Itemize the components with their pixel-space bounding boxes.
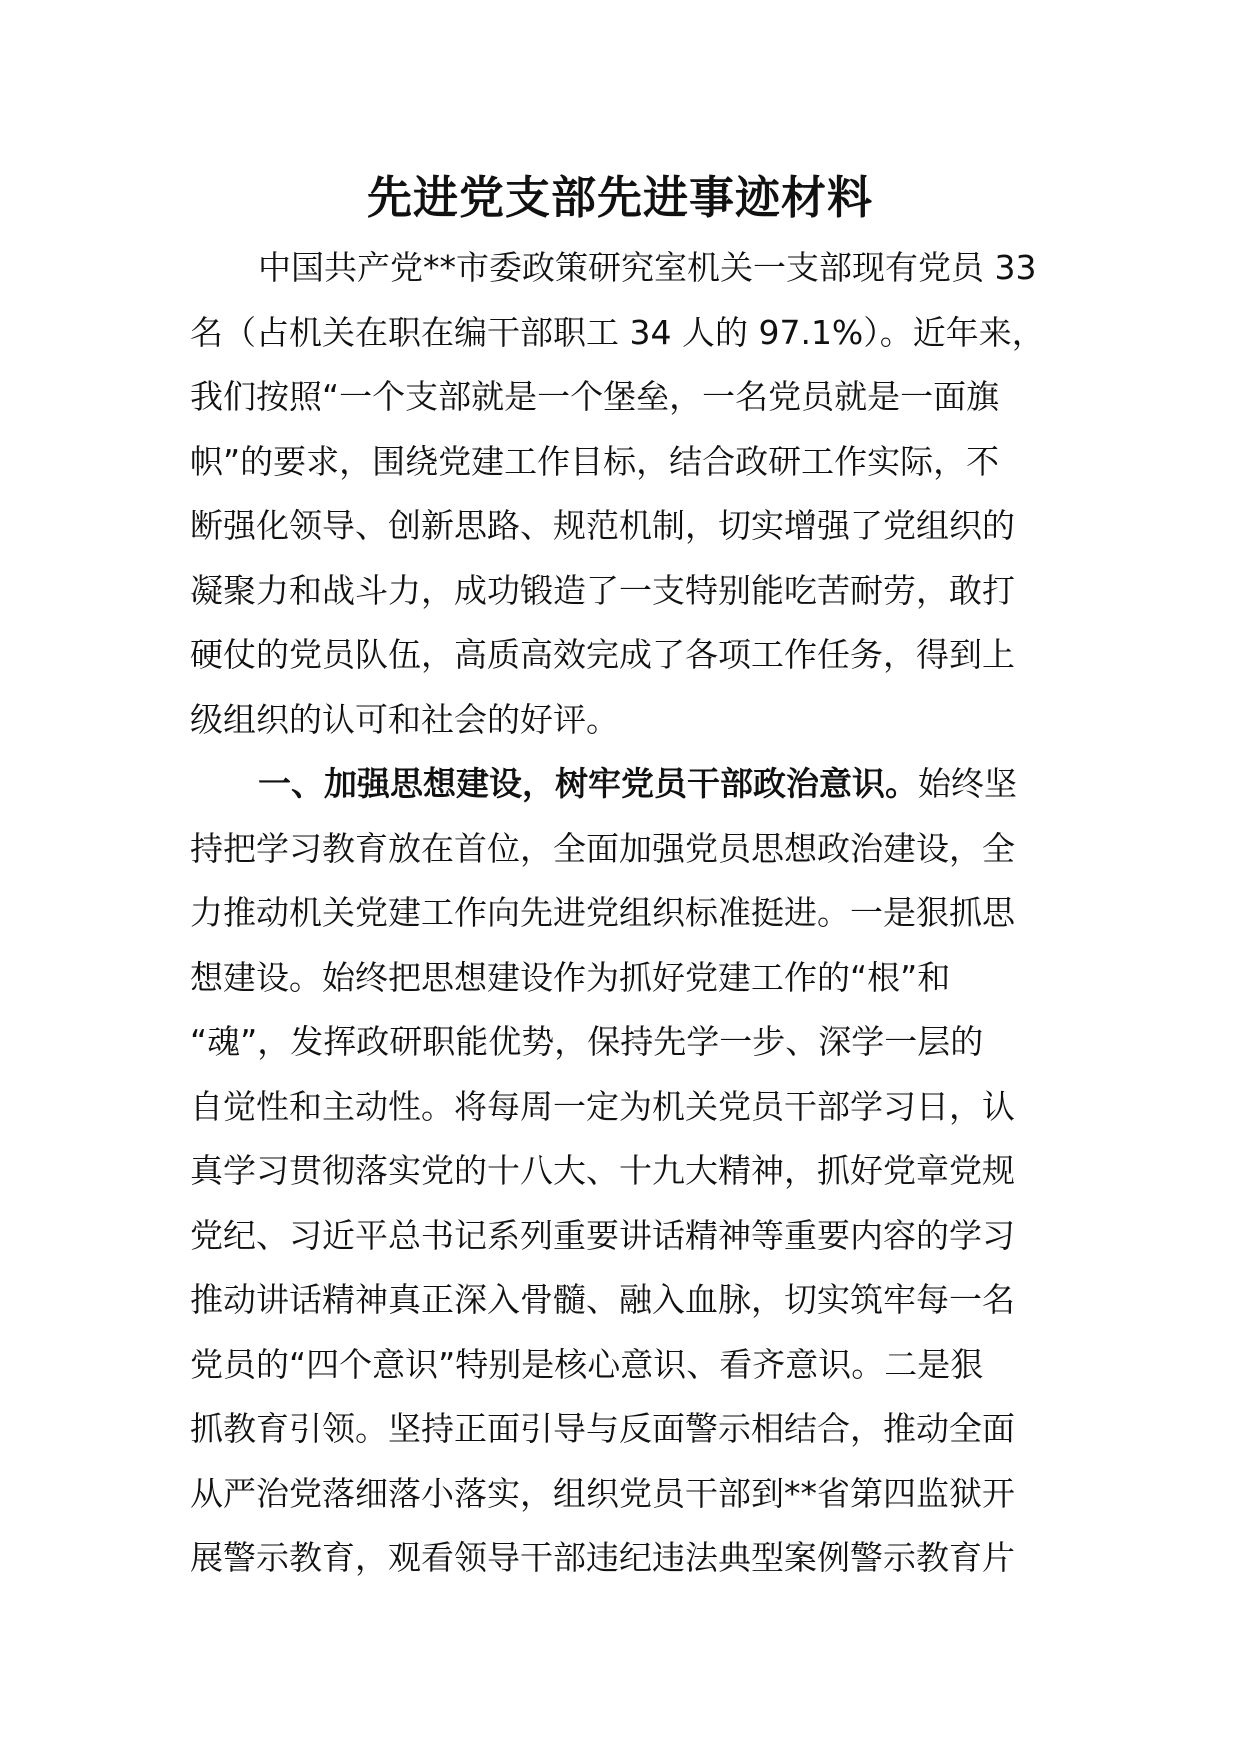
document-body <box>190 236 1090 1591</box>
paragraph-1-line: 断强化领导、创新思路、规范机制，切实增强了党组织的 <box>190 506 1015 545</box>
paragraph-1-line: 中国共产党**市委政策研究室机关一支部现有党员 33 <box>258 248 1037 287</box>
paragraph-2-line: 持把学习教育放在首位，全面加强党员思想政治建设，全 <box>190 828 1015 868</box>
paragraph-2-line: 党纪、习近平总书记系列重要讲话精神等重要内容的学习 <box>190 1215 1015 1255</box>
paragraph-1-line: 我们按照“一个支部就是一个堡垒，一名党员就是一面旗 <box>190 377 1000 416</box>
paragraph-2-line: 展警示教育，观看领导干部违纪违法典型案例警示教育片 <box>190 1538 1015 1577</box>
paragraph-1-line: 硬仗的党员队伍，高质高效完成了各项工作任务，得到上 <box>190 635 1015 674</box>
paragraph-1-line: 帜”的要求，围绕党建工作目标，结合政研工作实际，不 <box>190 441 1000 481</box>
paragraph-2-line: 想建设。始终把思想建设作为抓好党建工作的“根”和 <box>190 957 951 997</box>
paragraph-2-line: “魂”，发挥政研职能优势，保持先学一步、深学一层的 <box>190 1022 984 1061</box>
paragraph-2-line: 真学习贯彻落实党的十八大、十九大精神，抓好党章党规 <box>190 1151 1015 1190</box>
paragraph-1-line: 级组织的认可和社会的好评。 <box>190 699 619 739</box>
paragraph-1-line: 凝聚力和战斗力，成功锻造了一支特别能吃苦耐劳，敢打 <box>190 570 1015 610</box>
paragraph-1-line: 名（占机关在职在编干部职工 34 人的 97.1%）。近年来， <box>190 312 1045 352</box>
paragraph-2-first-line-text: 始终坚 <box>918 764 1017 803</box>
paragraph-2-line: 推动讲话精神真正深入骨髓、融入血脉，切实筑牢每一名 <box>190 1280 1015 1319</box>
paragraph-2-line: 党员的“四个意识”特别是核心意识、看齐意识。二是狠 <box>190 1344 984 1384</box>
section-heading: 一、加强思想建设，树牢党员干部政治意识。 <box>258 764 918 803</box>
document-title: 先进党支部先进事迹材料 <box>366 171 873 224</box>
paragraph-2-line: 自觉性和主动性。将每周一定为机关党员干部学习日，认 <box>190 1086 1015 1126</box>
paragraph-2-line: 力推动机关党建工作向先进党组织标准挺进。一是狠抓思 <box>190 893 1015 932</box>
paragraph-2-line: 从严治党落细落小落实，组织党员干部到**省第四监狱开 <box>190 1473 1015 1513</box>
paragraph-2-line: 抓教育引领。坚持正面引导与反面警示相结合，推动全面 <box>190 1409 1015 1448</box>
paragraph-2-first-line <box>190 752 1090 817</box>
